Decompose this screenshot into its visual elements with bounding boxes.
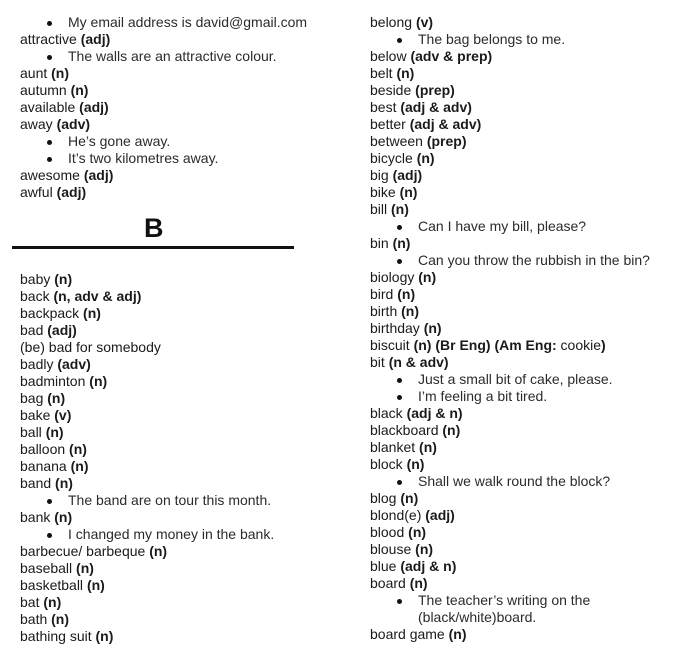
example-sentence: It’s two kilometres away.: [20, 150, 340, 167]
entry-word: bicycle: [370, 150, 413, 166]
part-of-speech: (adj & n): [406, 405, 463, 421]
example-sentence: Shall we walk round the block?: [370, 473, 675, 490]
word-entry: [370, 320, 675, 337]
word-entry: [20, 475, 340, 492]
part-of-speech: (adv): [57, 356, 91, 372]
entry-word: (be) bad for somebody: [20, 339, 161, 355]
part-of-speech: (n): [69, 441, 87, 457]
word-entry: [20, 31, 340, 48]
word-entry: [370, 286, 675, 303]
section-heading-letter: B: [144, 213, 164, 243]
part-of-speech: (n): [423, 320, 442, 336]
example-sentence: I changed my money in the bank.: [20, 526, 340, 543]
word-entry: [20, 390, 340, 407]
entry-word: baseball: [20, 560, 73, 576]
right-column: [370, 14, 675, 643]
word-entry: [370, 116, 675, 133]
word-entry: [20, 543, 340, 560]
word-entry: [20, 339, 340, 356]
entry-word: board: [370, 575, 406, 591]
entry-word: biology: [370, 269, 415, 285]
part-of-speech: (n) (Br Eng) (Am Eng:: [413, 337, 557, 353]
part-of-speech: (prep): [415, 82, 455, 98]
part-of-speech: (adv & prep): [410, 48, 493, 64]
part-of-speech: (v): [54, 407, 72, 423]
entry-word: bike: [370, 184, 396, 200]
entry-word: bit: [370, 354, 385, 370]
word-entry: [20, 560, 340, 577]
entry-word: bake: [20, 407, 51, 423]
word-entry: [20, 288, 340, 305]
example-sentence: Can I have my bill, please?: [370, 218, 675, 235]
entry-word: better: [370, 116, 406, 132]
word-entry: [370, 456, 675, 473]
part-of-speech: (n): [408, 524, 427, 540]
entry-word: bad: [20, 322, 44, 338]
entry-word: best: [370, 99, 397, 115]
example-sentence: He’s gone away.: [20, 133, 340, 150]
part-of-speech: (n): [76, 560, 94, 576]
word-entry: [370, 439, 675, 456]
word-entry: [370, 14, 675, 31]
entry-word: autumn: [20, 82, 67, 98]
part-of-speech: (adj): [80, 31, 111, 47]
word-entry: [20, 628, 340, 645]
word-entry: [20, 116, 340, 133]
part-of-speech: (n): [43, 594, 62, 610]
closing-paren: ): [601, 337, 606, 353]
entry-word: bag: [20, 390, 44, 406]
word-entry: [370, 150, 675, 167]
word-entry: [370, 48, 675, 65]
part-of-speech: (n): [418, 269, 437, 285]
part-of-speech: (n): [70, 458, 89, 474]
part-of-speech: (n): [396, 65, 415, 81]
entry-word: back: [20, 288, 50, 304]
part-of-speech: (n): [397, 286, 416, 302]
entry-word: belong: [370, 14, 413, 30]
part-of-speech: (n): [70, 82, 89, 98]
part-of-speech: (n): [401, 303, 420, 319]
word-entry: [370, 490, 675, 507]
part-of-speech: (adj): [56, 184, 87, 200]
part-of-speech: (n, adv & adj): [53, 288, 142, 304]
part-of-speech: (n): [399, 184, 418, 200]
part-of-speech: (adj): [392, 167, 423, 183]
word-entry: [20, 441, 340, 458]
entry-word: below: [370, 48, 407, 64]
entry-word: awful: [20, 184, 53, 200]
entry-word: balloon: [20, 441, 66, 457]
entry-word: awesome: [20, 167, 80, 183]
entry-word: badminton: [20, 373, 86, 389]
word-entry: [20, 407, 340, 424]
entry-word: blanket: [370, 439, 416, 455]
part-of-speech: (n & adv): [388, 354, 449, 370]
entry-word: biscuit: [370, 337, 410, 353]
section-heading-rule: [12, 246, 294, 249]
part-of-speech: (adj & adv): [400, 99, 472, 115]
entry-word: bill: [370, 201, 388, 217]
example-sentence: The walls are an attractive colour.: [20, 48, 340, 65]
entry-word: band: [20, 475, 52, 491]
part-of-speech: (n): [149, 543, 168, 559]
part-of-speech: (n): [51, 611, 70, 627]
word-entry: [370, 82, 675, 99]
part-of-speech: (n): [86, 577, 105, 593]
entry-word: bird: [370, 286, 394, 302]
part-of-speech: (adj): [83, 167, 114, 183]
entry-word: barbecue/ barbeque: [20, 543, 146, 559]
left-b-entries: [20, 271, 340, 645]
word-entry: [20, 577, 340, 594]
word-entry: [20, 65, 340, 82]
word-entry: [370, 184, 675, 201]
part-of-speech: (n): [416, 150, 435, 166]
entry-word: attractive: [20, 31, 77, 47]
part-of-speech: (n): [83, 305, 101, 321]
entry-word: ball: [20, 424, 42, 440]
word-entry: [370, 269, 675, 286]
part-of-speech: (n): [55, 475, 73, 491]
word-entry: [370, 558, 675, 575]
part-of-speech: (n): [89, 373, 108, 389]
part-of-speech: (n): [47, 390, 66, 406]
part-of-speech: (n): [415, 541, 434, 557]
part-of-speech: (adj & adv): [409, 116, 482, 132]
part-of-speech: (n): [95, 628, 114, 644]
word-entry: [370, 541, 675, 558]
entry-word: bath: [20, 611, 48, 627]
entry-word: birthday: [370, 320, 420, 336]
right-entries: [370, 14, 675, 643]
entry-word: beside: [370, 82, 412, 98]
word-entry: [370, 626, 675, 643]
part-of-speech: (n): [45, 424, 64, 440]
word-entry: [20, 424, 340, 441]
word-entry: [20, 271, 340, 288]
part-of-speech: (n): [448, 626, 467, 642]
part-of-speech: (n): [54, 271, 73, 287]
word-entry: [20, 611, 340, 628]
part-of-speech: (n): [406, 456, 425, 472]
entry-word: banana: [20, 458, 67, 474]
part-of-speech: (n): [391, 201, 409, 217]
word-entry: [370, 167, 675, 184]
entry-word: bank: [20, 509, 51, 525]
part-of-speech: (n): [409, 575, 428, 591]
entry-word: aunt: [20, 65, 48, 81]
example-sentence: I’m feeling a bit tired.: [370, 388, 675, 405]
entry-word: big: [370, 167, 389, 183]
example-sentence: Just a small bit of cake, please.: [370, 371, 675, 388]
example-sentence: The teacher’s writing on the (black/white)board.: [370, 592, 675, 626]
word-entry: [20, 594, 340, 611]
entry-word: baby: [20, 271, 51, 287]
word-entry: [370, 65, 675, 82]
word-entry: [20, 509, 340, 526]
entry-word: blue: [370, 558, 397, 574]
entry-word: bat: [20, 594, 40, 610]
part-of-speech: (adj & n): [400, 558, 457, 574]
entry-word: blackboard: [370, 422, 439, 438]
entry-word: birth: [370, 303, 398, 319]
entry-word: between: [370, 133, 423, 149]
part-of-speech: (adj): [79, 99, 109, 115]
part-of-speech: (adj): [425, 507, 455, 523]
entry-word: available: [20, 99, 76, 115]
example-sentence: The band are on tour this month.: [20, 492, 340, 509]
section-heading-block: [20, 201, 340, 271]
part-of-speech: (n): [392, 235, 411, 251]
word-entry: [370, 405, 675, 422]
word-entry: [370, 303, 675, 320]
entry-word: badly: [20, 356, 54, 372]
entry-word: basketball: [20, 577, 84, 593]
word-entry: [20, 458, 340, 475]
part-of-speech: (adv): [56, 116, 91, 132]
word-entry: [370, 337, 675, 354]
example-sentence: The bag belongs to me.: [370, 31, 675, 48]
word-entry: [370, 575, 675, 592]
word-entry: [20, 167, 340, 184]
entry-word: away: [20, 116, 53, 132]
example-sentence: Can you throw the rubbish in the bin?: [370, 252, 675, 269]
word-entry: [370, 99, 675, 116]
word-entry: [20, 99, 340, 116]
entry-word: blog: [370, 490, 397, 506]
word-entry: [370, 235, 675, 252]
word-entry: [20, 356, 340, 373]
entry-word: black: [370, 405, 403, 421]
part-of-speech: (n): [54, 509, 73, 525]
example-sentence: My email address is david@gmail.com: [20, 14, 340, 31]
word-entry: [370, 201, 675, 218]
word-entry: [20, 82, 340, 99]
part-of-speech: (n): [51, 65, 70, 81]
word-entry: [20, 373, 340, 390]
word-entry: [370, 524, 675, 541]
american-word: cookie: [556, 337, 602, 353]
part-of-speech: (n): [442, 422, 461, 438]
entry-word: belt: [370, 65, 393, 81]
entry-word: blouse: [370, 541, 412, 557]
word-entry: [370, 507, 675, 524]
entry-word: blood: [370, 524, 405, 540]
part-of-speech: (prep): [426, 133, 467, 149]
word-entry: [370, 354, 675, 371]
word-entry: [370, 422, 675, 439]
part-of-speech: (adj): [47, 322, 77, 338]
part-of-speech: (n): [400, 490, 419, 506]
word-entry: [20, 305, 340, 322]
entry-word: board game: [370, 626, 445, 642]
left-column: [20, 14, 340, 645]
entry-word: backpack: [20, 305, 80, 321]
left-top-entries: [20, 14, 340, 201]
part-of-speech: (v): [415, 14, 434, 30]
word-entry: [20, 184, 340, 201]
word-entry: [20, 322, 340, 339]
entry-word: bathing suit: [20, 628, 92, 644]
entry-word: block: [370, 456, 403, 472]
part-of-speech: (n): [419, 439, 437, 455]
entry-word: blond(e): [370, 507, 422, 523]
entry-word: bin: [370, 235, 389, 251]
word-entry: [370, 133, 675, 150]
